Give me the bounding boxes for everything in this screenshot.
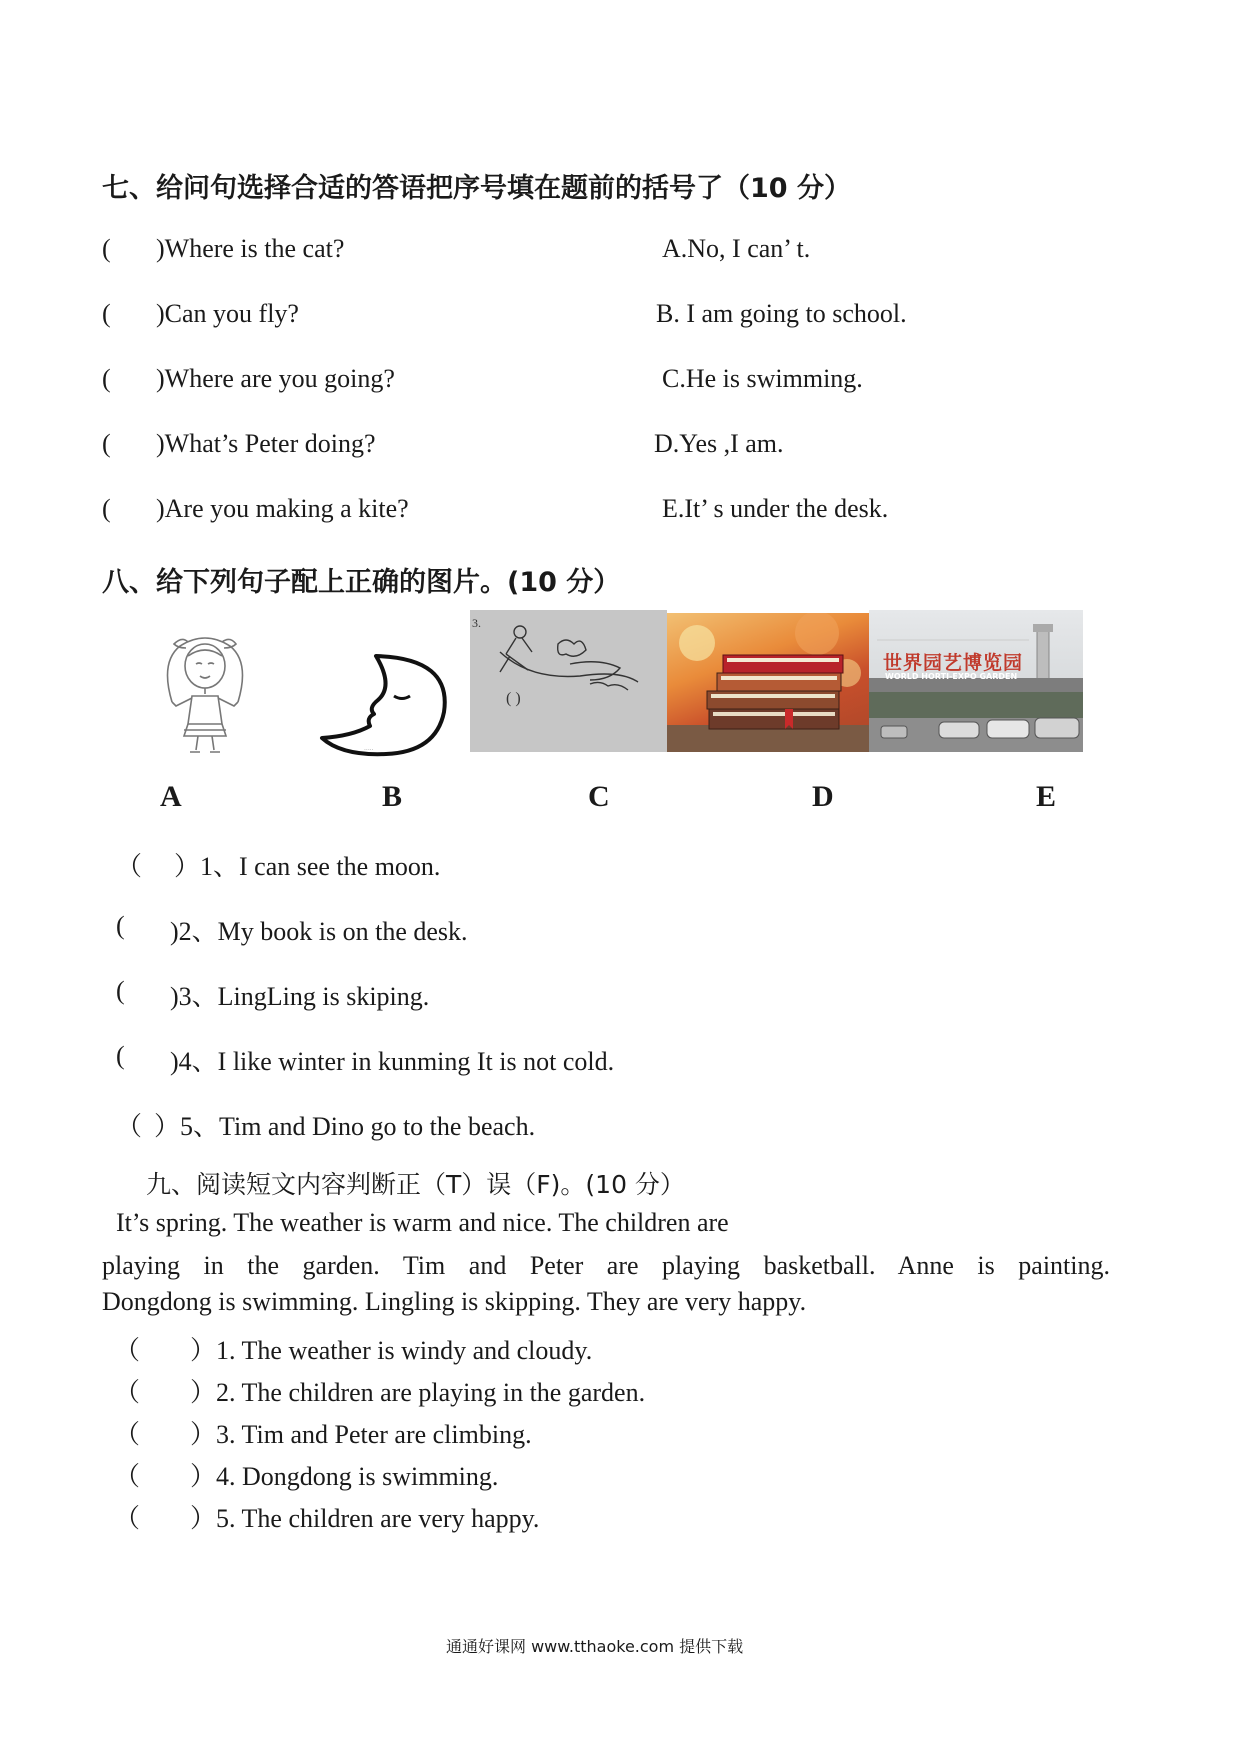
question-5-text: )Are you making a kite?	[156, 494, 409, 523]
picture-c-beach-sketch	[470, 610, 667, 752]
answer-c: C.He is swimming.	[662, 364, 863, 393]
sentence-2-paren: (	[116, 911, 125, 940]
question-1-text: )Where is the cat?	[156, 234, 345, 263]
section-8-heading: 八、给下列句子配上正确的图片。(10 分）	[102, 567, 621, 598]
sentence-4-paren: (	[116, 1041, 125, 1070]
statement-2-text: ）2. The children are playing in the garden.	[190, 1378, 646, 1407]
picture-letter-a: A	[160, 780, 182, 813]
question-5-paren: (	[102, 494, 111, 523]
passage-line-2: playing in the garden. Tim and Peter are playing basketball. Anne is painting.	[102, 1251, 1110, 1280]
page-footer: 通通好课网 www.tthaoke.com 提供下载	[446, 1637, 744, 1656]
picture-letter-b: B	[382, 780, 403, 813]
question-4-paren: (	[102, 429, 111, 458]
statement-5-text: ）5. The children are very happy.	[190, 1504, 540, 1533]
sentence-1-text: ）1、I can see the moon.	[174, 852, 441, 881]
statement-5-paren: （	[114, 1504, 141, 1533]
picture-c-brackets: ( )	[506, 690, 521, 707]
question-2-paren: (	[102, 299, 111, 328]
picture-e-sign-cn: 世界园艺博览园	[883, 652, 1024, 674]
statement-1-paren: （	[114, 1336, 141, 1365]
answer-b: B. I am going to school.	[656, 299, 907, 328]
sentence-3-paren: (	[116, 976, 125, 1005]
picture-a-girl-skipping	[150, 632, 260, 758]
answer-a: A.No, I can’ t.	[662, 234, 811, 263]
answer-e: E.It’ s under the desk.	[662, 494, 889, 523]
section-9-heading: 九、阅读短文内容判断正（T）误（F)。(10 分）	[146, 1170, 685, 1199]
statement-1-text: ）1. The weather is windy and cloudy.	[190, 1336, 593, 1365]
picture-letter-d: D	[812, 780, 834, 813]
sentence-5-text: ）5、Tim and Dino go to the beach.	[154, 1112, 536, 1141]
statement-3-paren: （	[114, 1420, 141, 1449]
sentence-3-text: )3、LingLing is skiping.	[170, 982, 430, 1011]
statement-3-text: ）3. Tim and Peter are climbing.	[190, 1420, 532, 1449]
svg-text:·····: ·····	[364, 747, 374, 754]
picture-b-crescent-moon	[312, 652, 450, 760]
sentence-2-text: )2、My book is on the desk.	[170, 917, 468, 946]
statement-2-paren: （	[114, 1378, 141, 1407]
section-7-heading: 七、给问句选择合适的答语把序号填在题前的括号了（10 分）	[102, 173, 851, 204]
question-3-text: )Where are you going?	[156, 364, 395, 393]
question-1-paren: (	[102, 234, 111, 263]
picture-letter-c: C	[588, 780, 610, 813]
passage-line-1: It’s spring. The weather is warm and nice. The children are	[116, 1208, 729, 1237]
picture-letter-e: E	[1036, 780, 1057, 813]
statement-4-text: ）4. Dongdong is swimming.	[190, 1462, 499, 1491]
sentence-4-text: )4、I like winter in kunming It is not cold.	[170, 1047, 615, 1076]
statement-4-paren: （	[114, 1462, 141, 1491]
question-3-paren: (	[102, 364, 111, 393]
picture-d-stack-of-books	[667, 613, 869, 752]
picture-c-number: 3.	[472, 616, 481, 630]
sentence-5-paren: （	[116, 1112, 143, 1141]
sentence-1-paren: （	[116, 852, 143, 881]
picture-e-expo-garden	[869, 610, 1083, 752]
passage-line-3: Dongdong is swimming. Lingling is skipping. They are very happy.	[102, 1287, 807, 1316]
question-2-text: )Can you fly?	[156, 299, 299, 328]
question-4-text: )What’s Peter doing?	[156, 429, 376, 458]
answer-d: D.Yes ,I am.	[654, 429, 784, 458]
picture-e-sign-en: WORLD HORTI-EXPO GARDEN	[885, 672, 1018, 681]
